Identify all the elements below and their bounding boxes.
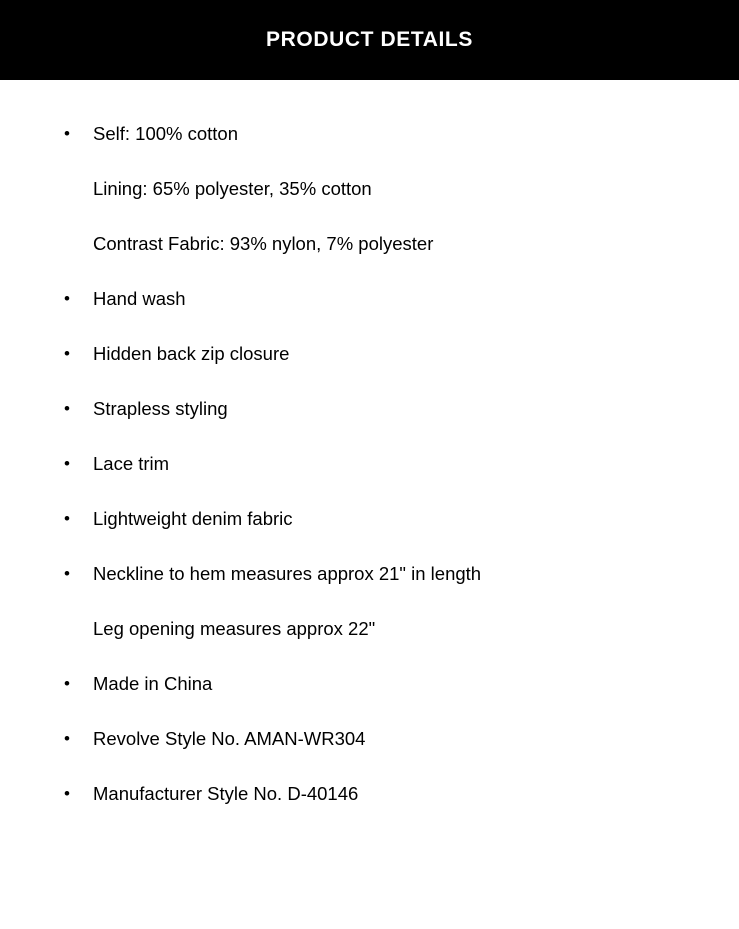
list-item-subline: Contrast Fabric: 93% nylon, 7% polyester [93,233,434,254]
list-item-label: Neckline to hem measures approx 21" in length [93,563,482,584]
list-item-label: Self: 100% cotton [93,123,239,144]
list-item-label: Hidden back zip closure [93,343,290,364]
list-item-label: Made in China [93,673,213,694]
list-item [30,556,709,647]
list-item-subline: Leg opening measures approx 22" [93,618,376,639]
list-item [30,501,709,537]
list-item-label: Strapless styling [93,398,228,419]
list-item [30,776,709,812]
list-item-label: Manufacturer Style No. D-40146 [93,783,359,804]
product-details-list [30,116,709,812]
list-item [30,721,709,757]
list-item-label: Lightweight denim fabric [93,508,293,529]
page-header [0,0,739,80]
list-item [30,446,709,482]
list-item-label: Revolve Style No. AMAN-WR304 [93,728,366,749]
page-title: PRODUCT DETAILS [266,28,473,51]
list-item [30,281,709,317]
list-item-label: Hand wash [93,288,186,309]
list-item [30,116,709,262]
product-details-content [0,80,739,929]
list-item [30,391,709,427]
list-item-subline: Lining: 65% polyester, 35% cotton [93,178,372,199]
list-item [30,336,709,372]
list-item [30,666,709,702]
list-item-label: Lace trim [93,453,170,474]
